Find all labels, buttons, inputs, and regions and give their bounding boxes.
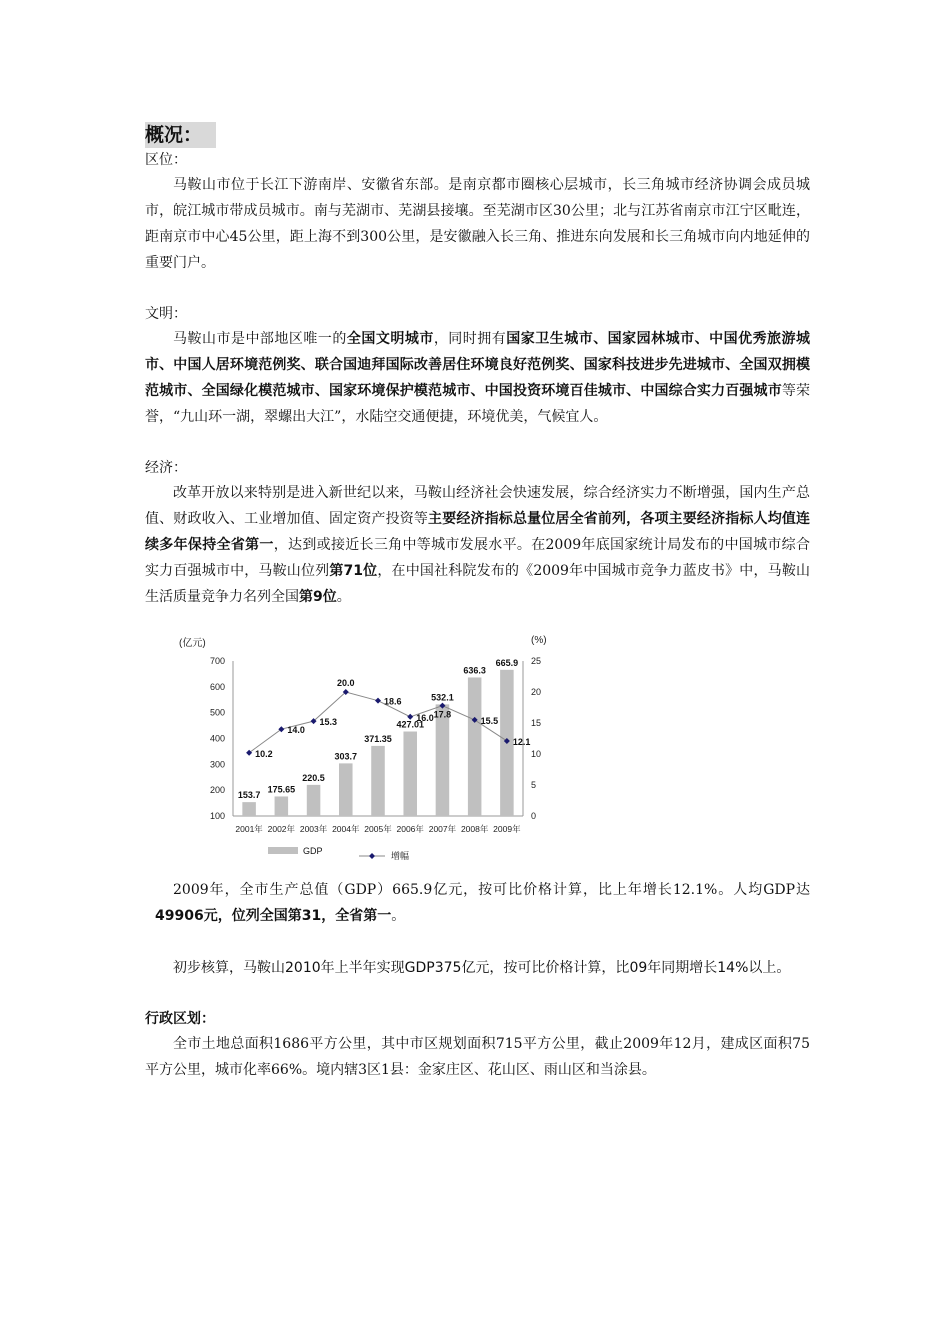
- eco-bold-2: 第71位: [329, 563, 378, 579]
- x-tick-label: 2007年: [428, 824, 457, 834]
- civ-bold-2: 国家卫生城市、国家园林城市、中国优秀旅游城市、中国人居环境范例奖、联合国迪拜国际改善居住环境良好范例奖、国家科技进步先进城市、全国双拥模范城市、全国绿化模范城市、国家环境保护模范城市、中国投资环境百佳城市、中国综合实力百强城市: [145, 331, 811, 399]
- civ-text-3: 等荣誉，“九山环一湖，翠螺出大江”，水陆空交通便捷，环境优美，气候宜人。: [145, 383, 811, 425]
- x-tick-label: 2001年: [235, 824, 263, 834]
- y-axis-right-title: (%): [531, 635, 547, 646]
- y-axis-left-title: (亿元): [179, 638, 206, 649]
- gdp-bar: [403, 732, 417, 816]
- gdp-bar: [339, 763, 353, 816]
- growth-label: 10.2: [255, 748, 273, 759]
- gdp-bar-label: 636.3: [463, 665, 486, 676]
- y-tick-left-label: 200: [209, 785, 225, 796]
- document-page: [145, 122, 810, 1083]
- gdp-bar-label: 175.65: [267, 784, 296, 795]
- growth-label: 20.0: [337, 678, 355, 688]
- growth-label: 15.3: [319, 717, 338, 728]
- admin-paragraph: 全市土地总面积1686平方公里，其中市区规划面积715平方公里，截止2009年12月，建成区面积75平方公里，城市化率66%。境内辖3区1县：金家庄区、花山区、雨山区和当涂县。: [145, 1036, 810, 1078]
- location-paragraph: 马鞍山市位于长江下游南岸、安徽省东部。是南京都市圈核心层城市，长三角城市经济协调会成员城市，皖江城市带成员城市。南与芜湖市、芜湖县接壤。至芜湖市区30公里；北与江苏省南京市江宁区毗连，距南京市中心45公里，距上海不到300公里，是安徽融入长三角、推进东向发展和长三角城市向内地延伸的重要门户。: [145, 177, 810, 271]
- gdp-bar-label: 220.5: [302, 772, 325, 783]
- y-tick-right-label: 5: [531, 780, 537, 790]
- economy-paragraph: [145, 480, 810, 610]
- legend-gdp-swatch: [268, 847, 298, 854]
- half-text-f: 09: [629, 960, 648, 976]
- gdp-bar: [242, 802, 256, 816]
- civ-bold-1: 全国文明城市: [346, 331, 434, 347]
- gdp-bar-label: 532.1: [431, 692, 454, 703]
- x-tick-label: 2003年: [299, 824, 328, 834]
- eco-bold-1: 主要经济指标总量位居全省前列，各项主要经济指标人均值连续多年保持全省第一: [145, 511, 811, 553]
- y-tick-left-label: 400: [209, 733, 225, 744]
- eco-text-3: ，在中国社科院发布的《2009年中国城市竞争力蓝皮书》中，马鞍山生活质量竞争力名列全国: [145, 563, 810, 605]
- gdp-text-2: 。: [391, 908, 406, 924]
- page-title: 概况：: [145, 122, 216, 148]
- gdp-bold-1: 49906元，位列全国第31，全省第一: [155, 908, 392, 924]
- y-tick-right-label: 10: [531, 749, 542, 759]
- eco-text-2: ，达到或接近长三角中等城市发展水平。在2009年底国家统计局发布的中国城市综合实力百强城市中，马鞍山位列: [145, 537, 810, 579]
- eco-text-4: 。: [336, 589, 351, 605]
- gdp-bar-label: 665.9: [495, 657, 519, 668]
- y-tick-left-label: 700: [209, 656, 225, 666]
- gdp-bar: [468, 677, 482, 816]
- legend-growth-marker: [369, 853, 375, 859]
- half-text-d: GDP375: [404, 960, 462, 976]
- gdp-bar: [275, 796, 289, 816]
- y-tick-right-label: 0: [531, 811, 537, 821]
- gdp-bar-label: 153.7: [237, 790, 261, 801]
- growth-label: 14.0: [287, 725, 305, 736]
- growth-label: 15.5: [480, 715, 499, 726]
- civ-text-1: 马鞍山市是中部地区唯一的: [173, 331, 347, 347]
- gdp-chart-svg: [173, 626, 573, 871]
- y-tick-right-label: 25: [531, 656, 542, 666]
- x-tick-label: 2004年: [332, 824, 360, 834]
- gdp-chart: [173, 626, 573, 871]
- gdp-text-1: 2009年，全市生产总值（GDP）665.9亿元，按可比价格计算，比上年增长12.1%。人均GDP达: [173, 882, 810, 898]
- growth-label: 16.0: [416, 712, 434, 723]
- civ-text-2: ，同时拥有: [433, 331, 507, 347]
- gdp-bar: [307, 785, 321, 816]
- civilization-paragraph: [145, 326, 810, 430]
- legend-gdp-label: GDP: [303, 846, 323, 856]
- section-label-location: 区位：: [145, 152, 187, 168]
- gdp-bar: [433, 704, 452, 816]
- gdp-bar-label: 303.7: [334, 751, 358, 762]
- half-text-g: 年同期增长: [647, 960, 718, 976]
- half-text-b: 2010: [285, 960, 321, 976]
- y-tick-left-label: 300: [209, 759, 225, 770]
- gdp-bar: [371, 746, 385, 816]
- growth-point: [375, 698, 381, 704]
- legend-growth-label: 增幅: [391, 851, 410, 861]
- half-text-a: 初步核算，马鞍山: [173, 960, 285, 976]
- y-tick-left-label: 600: [209, 681, 225, 692]
- growth-label: 12.1: [512, 736, 531, 747]
- half-text-c: 年上半年实现: [320, 960, 405, 976]
- x-tick-label: 2002年: [267, 824, 296, 834]
- gdp-bar-label: 427.01: [396, 719, 424, 730]
- y-tick-left-label: 500: [209, 707, 225, 718]
- section-label-civilization: 文明：: [145, 306, 187, 322]
- gdp-bar-label: 371.35: [364, 733, 392, 744]
- gdp-2009-paragraph: [145, 877, 810, 929]
- x-tick-label: 2005年: [364, 824, 392, 834]
- section-label-economy: 经济：: [145, 460, 187, 476]
- growth-label: 18.6: [384, 696, 402, 707]
- eco-text-1: 改革开放以来特别是进入新世纪以来，马鞍山经济社会快速发展，综合经济实力不断增强，国内生产总值、财政收入、工业增加值、固定资产投资等: [145, 485, 810, 527]
- y-tick-right-label: 15: [531, 718, 542, 728]
- half-year-paragraph: [145, 955, 810, 981]
- half-text-h: 14%: [717, 960, 749, 976]
- half-text-e: 亿元，按可比价格计算，比: [461, 960, 630, 976]
- section-label-admin: 行政区划：: [145, 1011, 215, 1027]
- eco-bold-3: 第9位: [299, 589, 337, 605]
- x-tick-label: 2006年: [396, 824, 424, 834]
- x-tick-label: 2009年: [493, 824, 521, 834]
- growth-label: 17.8: [433, 709, 452, 720]
- half-text-i: 以上。: [748, 960, 791, 976]
- y-tick-right-label: 20: [531, 687, 542, 697]
- y-tick-left-label: 100: [209, 811, 225, 821]
- x-tick-label: 2008年: [460, 824, 489, 834]
